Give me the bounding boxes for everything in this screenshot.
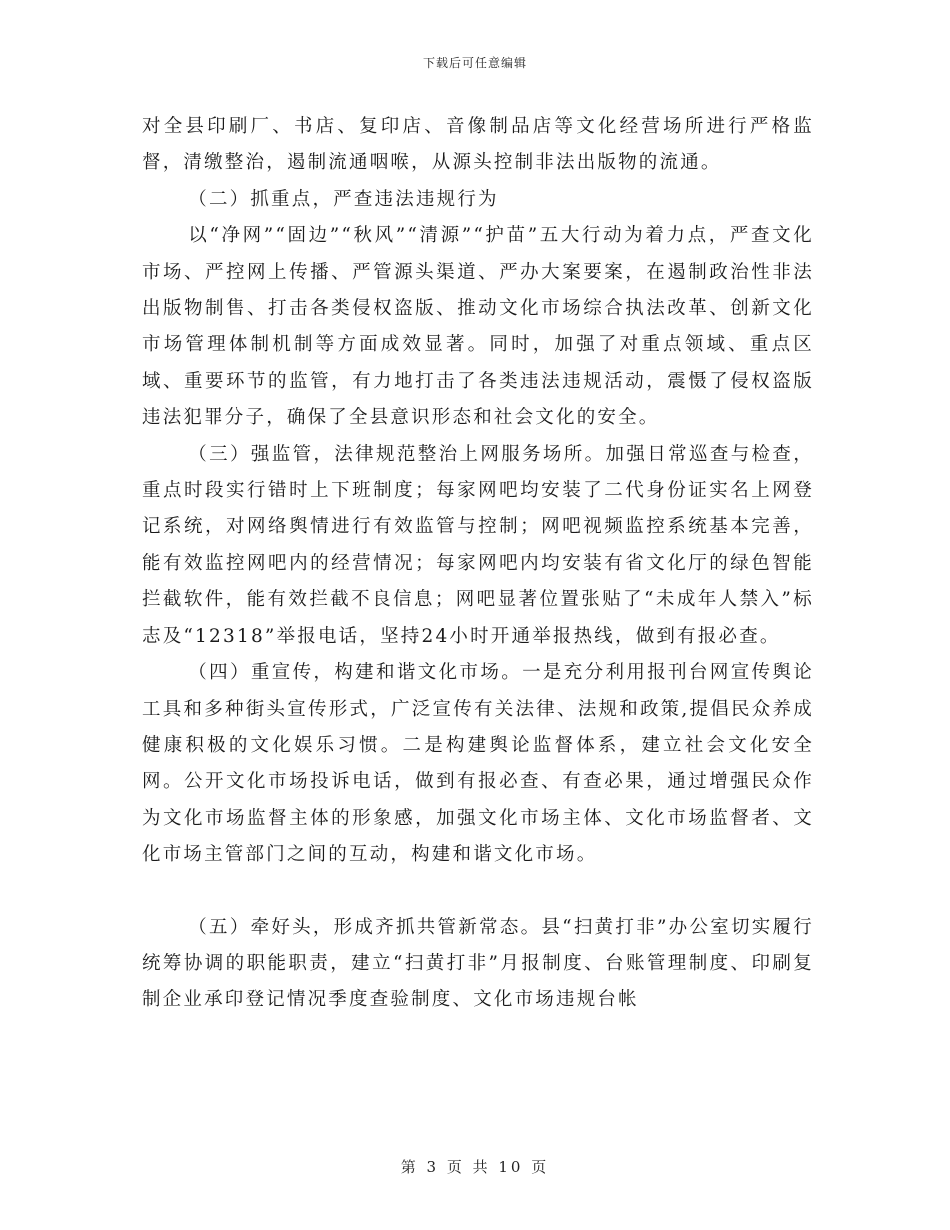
section-heading: （二）抓重点，严查违法违规行为 xyxy=(188,188,499,210)
paragraph: 以“净网”“固边”“秋风”“清源”“护苗”五大行动为着力点，严查文化市场、严控网上传播、严管源头渠道、严办大案要案，在遏制政治性非法出版物制售、打击各类侵权盗版、推动文化市场综合执法改革、创新文化市场管理体制机制等方面成效显著。同时，加强了对重点领域、重点区域、重要环节的监管，有力地打击了各类违法违规活动，震慑了侵权盗版违法犯罪分子，确保了全县意识形态和社会文化的安全。 xyxy=(142,225,814,429)
paragraph: （四）重宣传，构建和谐文化市场。一是充分利用报刊台网宣传舆论工具和多种街头宣传形式，广泛宣传有关法律、法规和政策,提倡民众养成健康积极的文化娱乐习惯。二是构建舆论监督体系，建立社会文化安全网。公开文化市场投诉电话，做到有报必查、有查必果，通过增强民众作为文化市场监督主体的形象感，加强文化市场主体、文化市场监督者、文化市场主管部门之间的互动，构建和谐文化市场。 xyxy=(142,662,814,866)
page-header: 下载后可任意编辑 xyxy=(422,56,527,70)
document-body xyxy=(142,109,814,1019)
paragraph: （三）强监管，法律规范整治上网服务场所。加强日常巡查与检查，重点时段实行错时上下班制度；每家网吧均安装了二代身份证实名上网登记系统，对网络舆情进行有效监管与控制；网吧视频监控系统基本完善，能有效监控网吧内的经营情况；每家网吧内均安装有省文化厅的绿色智能拦截软件，能有效拦截不良信息；网吧显著位置张贴了“未成年人禁入”标志及“12318”举报电话，坚持24小时开通举报热线，做到有报必查。 xyxy=(142,443,814,647)
paragraph: 对全县印刷厂、书店、复印店、音像制品店等文化经营场所进行严格监督，清缴整治，遏制流通咽喉，从源头控制非法出版物的流通。 xyxy=(142,116,814,174)
paragraph: （五）牵好头，形成齐抓共管新常态。县“扫黄打非”办公室切实履行统筹协调的职能职责，建立“扫黄打非”月报制度、台账管理制度、印刷复制企业承印登记情况季度查验制度、文化市场违规台帐 xyxy=(142,916,814,1011)
page-number: 第 3 页 共 10 页 xyxy=(400,1158,550,1176)
